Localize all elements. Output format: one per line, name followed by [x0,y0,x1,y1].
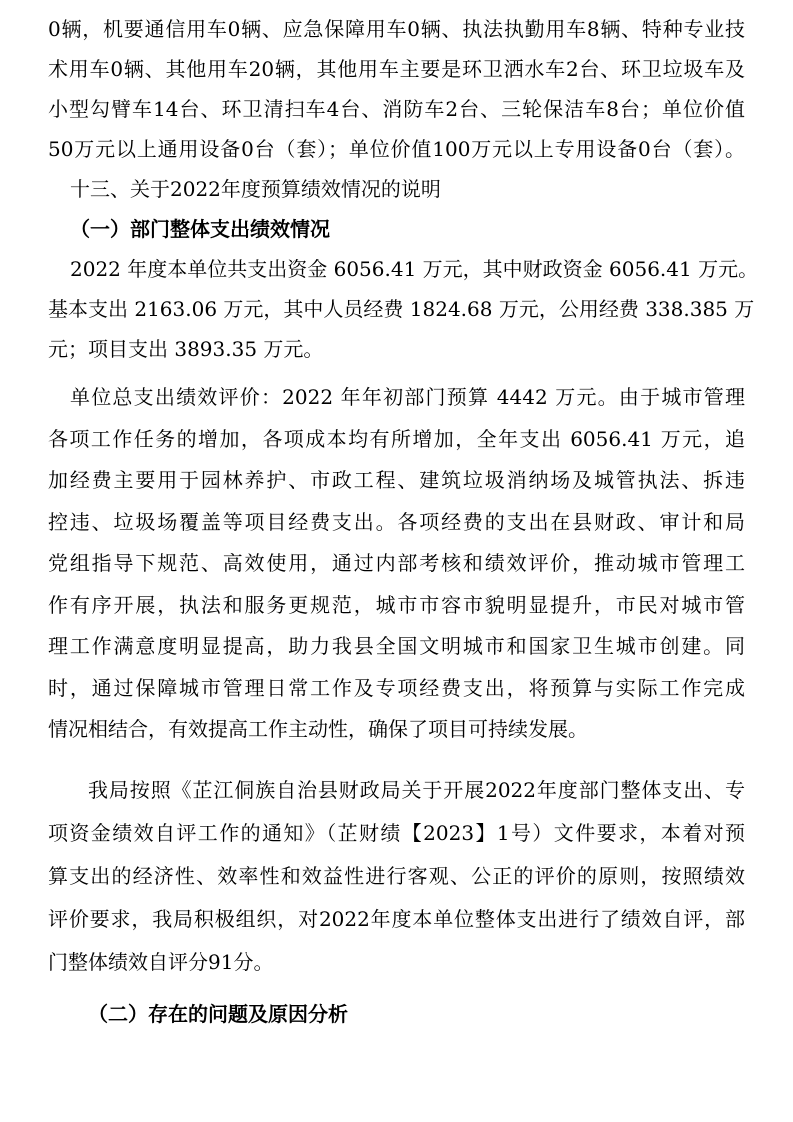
text-line: 单位总支出绩效评价：2022 年年初部门预算 4442 万元。由于城市管理 [70,385,745,409]
text-line: 50万元以上通用设备0台（套）；单位价值100万元以上专用设备0台（套）。 [48,137,745,161]
text-line: 时，通过保障城市管理日常工作及专项经费支出，将预算与实际工作完成 [48,676,745,700]
section-heading: 十三、关于2022年度预算绩效情况的说明 [70,177,441,201]
text-line: 各项工作任务的增加，各项成本均有所增加，全年支出 6056.41 万元，追 [48,427,745,451]
text-line: 元；项目支出 3893.35 万元。 [48,337,324,361]
text-line: 2022 年度本单位共支出资金 6056.41 万元，其中财政资金 6056.41 万元。 [70,257,759,281]
text-line: 评价要求，我局积极组织，对2022年度本单位整体支出进行了绩效自评，部 [48,907,745,931]
text-line: 术用车0辆、其他用车20辆，其他用车主要是环卫洒水车2台、环卫垃圾车及 [48,57,745,81]
text-line: 情况相结合，有效提高工作主动性，确保了项目可持续发展。 [48,717,588,741]
subsection-heading: （二）存在的问题及原因分析 [88,1002,348,1026]
text-line: 小型勾臂车14台、环卫清扫车4台、消防车2台、三轮保洁车8台；单位价值 [48,97,745,121]
text-line: 项资金绩效自评工作的通知》（芷财绩【2023】1号）文件要求，本着对预 [48,821,745,845]
text-line: 理工作满意度明显提高，助力我县全国文明城市和国家卫生城市创建。同 [48,634,745,658]
text-line: 算支出的经济性、效率性和效益性进行客观、公正的评价的原则，按照绩效 [48,864,745,888]
text-line: 我局按照《芷江侗族自治县财政局关于开展2022年度部门整体支出、专 [88,778,745,802]
text-line: 门整体绩效自评分91分。 [48,950,274,974]
text-line: 基本支出 2163.06 万元，其中人员经费 1824.68 万元，公用经费 338.385 万 [48,297,755,321]
text-line: 加经费主要用于园林养护、市政工程、建筑垃圾消纳场及城管执法、拆违 [48,468,745,492]
text-line: 0辆，机要通信用车0辆、应急保障用车0辆、执法执勤用车8辆、特种专业技 [48,17,745,41]
subsection-heading: （一）部门整体支出绩效情况 [70,217,330,241]
text-line: 党组指导下规范、高效使用，通过内部考核和绩效评价，推动城市管理工 [48,551,745,575]
text-line: 控违、垃圾场覆盖等项目经费支出。各项经费的支出在县财政、审计和局 [48,510,745,534]
text-line: 作有序开展，执法和服务更规范，城市市容市貌明显提升，市民对城市管 [48,593,745,617]
